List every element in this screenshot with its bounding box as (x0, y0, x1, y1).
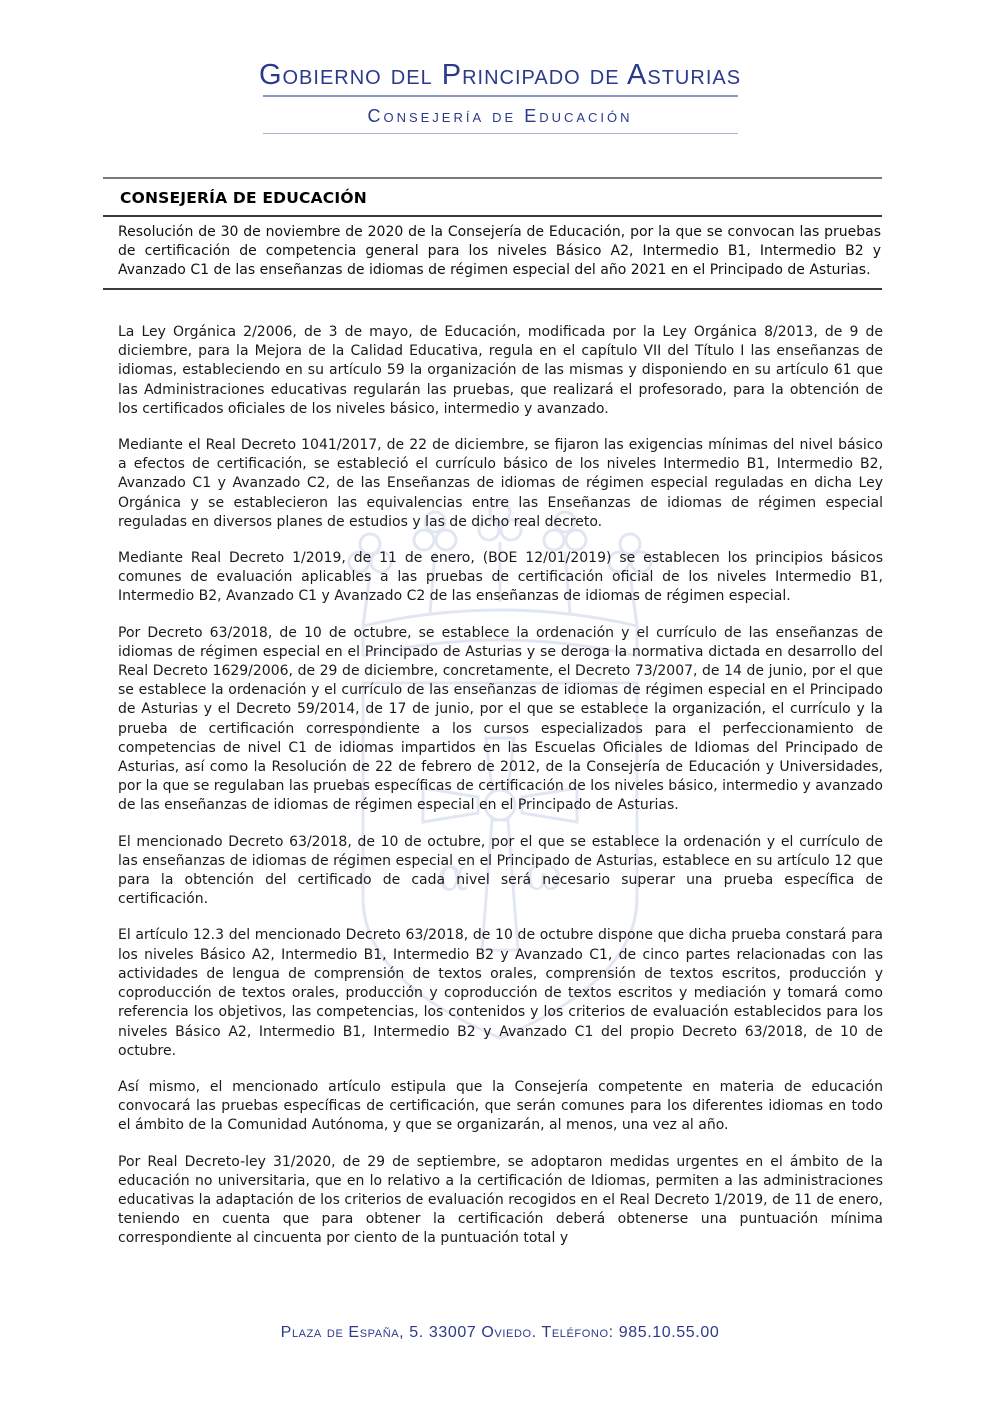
paragraph-articulo-12-3: El artículo 12.3 del mencionado Decreto 63/2018, de 10 de octubre dispone que dicha prueba constará para los niveles Básico A2, Intermedio B1, Intermedio B2 y Avanzado C1, de cinco partes relacionadas con las actividades de lengua de comprensión de textos orales, comprensión de textos escritos, producción y coproducción de textos orales, producción y coproducción de textos escritos y mediación y tomará como referencia los objetivos, las competencias, los contenidos y los criterios de evaluación establecidos para los niveles Básico A2, Intermedio B1, Intermedio B2 y Avanzado C1 del propio Decreto 63/2018, de 10 de octubre. (118, 927, 883, 1059)
paragraph-decreto-63-2018: Por Decreto 63/2018, de 10 de octubre, se establece la ordenación y el currículo de las enseñanzas de idiomas de régimen especial en el Principado de Asturias y se deroga la normativa dictada en desarrollo del Real Decreto 1629/2006, de 29 de diciembre, concretamente, el Decreto 73/2007, de 14 de junio, por el que se establece la ordenación y el currículo de las enseñanzas de idiomas de régimen especial en el Principado de Asturias y el Decreto 59/2014, de 17 de junio, por el que se establece la organización, el currículo y la prueba de certificación correspondiente a los cursos especializados para el perfeccionamiento de competencias de nivel C1 de idiomas impartidos en las Escuelas Oficiales de Idiomas del Principado de Asturias, así como la Resolución de 22 de febrero de 2012, de la Consejería de Educación y Universidades, por la que se regulaban las pruebas específicas de certificación de los niveles básico, intermedio y avanzado de las enseñanzas de idiomas de régimen especial en el Principado de Asturias. (118, 624, 883, 814)
government-name: Gobierno del Principado de Asturias (258, 59, 742, 91)
footer-address: Plaza de España, 5. 33007 Oviedo. Teléfono: 985.10.55.00 (280, 1324, 720, 1341)
letterhead-divider-bottom (263, 133, 738, 134)
paragraph-rd-1-2019: Mediante Real Decreto 1/2019, de 11 de enero, (BOE 12/01/2019) se establecen los principios básicos comunes de evaluación aplicables a las pruebas de certificación oficial de los niveles Intermedio B1, Intermedio B2, Avanzado C1 y Avanzado C2 de las enseñanzas de idiomas de régimen especial. (118, 550, 883, 605)
paragraph-asi-mismo: Así mismo, el mencionado artículo estipula que la Consejería competente en materia de educación convocará las pruebas específicas de certificación, que serán comunes para los diferentes idiomas en todo el ámbito de la Comunidad Autónoma, y que se organizarán, al menos, una vez al año. (118, 1078, 883, 1134)
paragraph-articulo-12: El mencionado Decreto 63/2018, de 10 de octubre, por el que se establece la ordenación y el currículo de las enseñanzas de idiomas de régimen especial en el Principado de Asturias, establece en su artículo 12 que para la obtención del certificado de cada nivel será necesario superar una prueba específica de certificación. (118, 833, 883, 908)
resolution-summary: Resolución de 30 de noviembre de 2020 de la Consejería de Educación, por la que se convocan las pruebas de certificación de competencia general para los niveles Básico A2, Intermedio B1, Intermedio B2 y Avanzado C1 de las enseñanzas de idiomas de régimen especial del año 2021 en el Principado de Asturias. (103, 217, 882, 290)
page-footer (0, 1322, 1000, 1342)
paragraph-rd-ley-31-2020: Por Real Decreto-ley 31/2020, de 29 de septiembre, se adoptaron medidas urgentes en el ámbito de la educación no universitaria, que en lo relativo a la certificación de Idiomas, permiten a las administraciones educativas la adaptación de los criterios de evaluación recogidos en el Real Decreto 1/2019, de 11 de enero, teniendo en cuenta que para obtener la certificación deberá obtenerse una puntuación mínima correspondiente al cincuenta por ciento de la puntuación total y (118, 1153, 883, 1247)
department-name: Consejería de Educación (367, 106, 633, 126)
document-body (118, 323, 883, 1266)
government-letterhead (0, 58, 1000, 134)
section-title: CONSEJERÍA DE EDUCACIÓN (103, 179, 882, 217)
paragraph-ley-organica: La Ley Orgánica 2/2006, de 3 de mayo, de Educación, modificada por la Ley Orgánica 8/2013, de 9 de diciembre, para la Mejora de la Calidad Educativa, regula en el capítulo VII del Título I las enseñanzas de idiomas, estableciendo en su artículo 59 la organización de las mismas y disponiendo en su artículo 61 que las Administraciones educativas regularán las pruebas, que realizará el profesorado, para la obtención de los certificados oficiales de los niveles básico, intermedio y avanzado. (118, 324, 883, 417)
resolution-header-box (103, 177, 882, 290)
letterhead-divider-top (263, 95, 738, 97)
svg-text:ω: ω (525, 847, 563, 901)
paragraph-rd-1041-2017: Mediante el Real Decreto 1041/2017, de 22 de diciembre, se fijaron las exigencias mínimas del nivel básico a efectos de certificación, se estableció el currículo básico de los niveles Intermedio B1, Intermedio B2, Avanzado C1 y Avanzado C2, de las Enseñanzas de idiomas de régimen especial reguladas en dicha Ley Orgánica y se establecieron las equivalencias entre las Enseñanzas de idiomas de régimen especial reguladas en diversos planes de estudios y las de dicho real decreto. (118, 437, 883, 530)
svg-text:α: α (437, 847, 469, 901)
